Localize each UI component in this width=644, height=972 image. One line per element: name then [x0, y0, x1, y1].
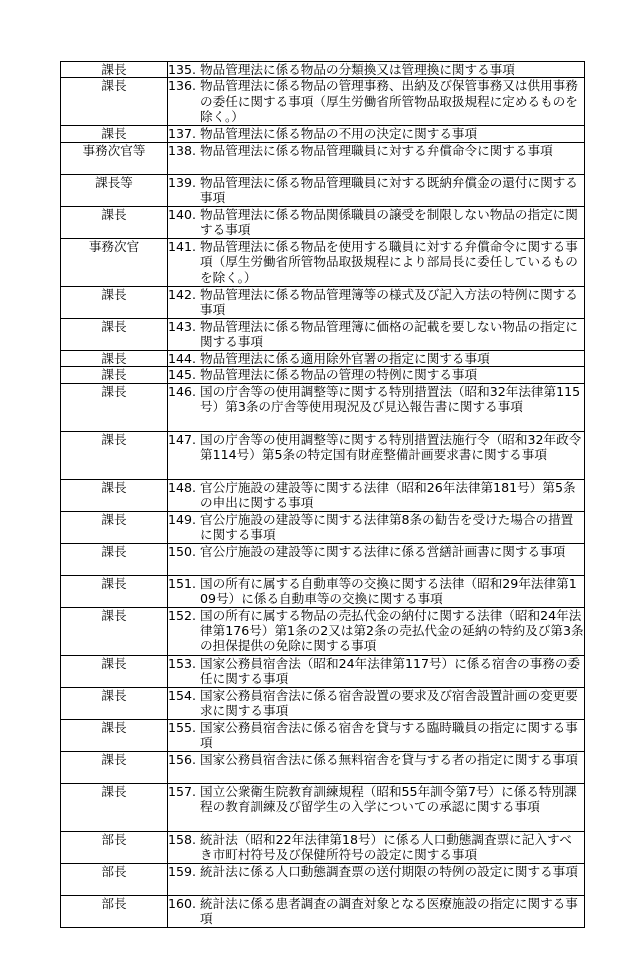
- item-number: 135.: [168, 62, 201, 77]
- item-entry: [168, 784, 584, 815]
- table-row: [61, 511, 585, 543]
- item-number: 153.: [168, 655, 201, 671]
- item-cell: [168, 895, 585, 927]
- approver-cell: 課長: [61, 126, 168, 142]
- item-number: 144.: [168, 350, 201, 366]
- item-text: 官公庁施設の建設等に関する法律（昭和26年法律第181号）第5条の申出に関する事項: [200, 479, 576, 511]
- item-number: 158.: [168, 831, 201, 847]
- table-row: [61, 142, 585, 174]
- item-cell: [168, 174, 585, 206]
- table-row: [61, 350, 585, 366]
- item-text: 国家公務員宿舎法に係る無料宿舎を貸与する者の指定に関する事項: [200, 751, 578, 767]
- approver-cell: 課長: [61, 687, 168, 719]
- approver-cell: 部長: [61, 831, 168, 863]
- item-entry: [168, 896, 584, 927]
- table-row: [61, 367, 585, 383]
- item-text: 物品管理法に係る物品の分類換又は管理換に関する事項: [200, 62, 515, 77]
- item-number: 155.: [168, 719, 201, 735]
- item-entry: [168, 239, 584, 285]
- table-row: [61, 575, 585, 607]
- item-entry: [168, 656, 584, 687]
- item-cell: [168, 863, 585, 895]
- item-text: 物品管理法に係る物品関係職員の譲受を制限しない物品の指定に関する事項: [200, 206, 578, 238]
- table-row: [61, 687, 585, 719]
- approver-cell: 課長: [61, 751, 168, 783]
- table-row: [61, 318, 585, 350]
- item-text: 国家公務員宿舎法（昭和24年法律第117号）に係る宿舎の事務の委任に関する事項: [200, 655, 581, 687]
- approver-cell: 課長: [61, 719, 168, 751]
- table-row: [61, 895, 585, 927]
- approver-cell: 課長: [61, 62, 168, 78]
- approver-cell: 課長: [61, 367, 168, 383]
- item-cell: [168, 318, 585, 350]
- item-entry: [168, 319, 584, 350]
- table-row: [61, 383, 585, 431]
- approver-cell: 課長: [61, 479, 168, 511]
- item-text: 統計法に係る人口動態調査票の送付期限の特例の設定に関する事項: [200, 863, 578, 879]
- item-cell: [168, 62, 585, 78]
- item-number: 143.: [168, 318, 201, 334]
- approver-cell: 課長: [61, 350, 168, 366]
- item-number: 149.: [168, 511, 201, 527]
- table-row: [61, 607, 585, 655]
- item-entry: [168, 143, 584, 158]
- item-entry: [168, 367, 584, 382]
- table-row: [61, 655, 585, 687]
- approver-cell: 課長: [61, 655, 168, 687]
- item-number: 138.: [168, 142, 201, 158]
- item-text: 官公庁施設の建設等に関する法律に係る営繕計画書に関する事項: [200, 543, 566, 559]
- table-row: [61, 126, 585, 142]
- table-row: [61, 831, 585, 863]
- approver-cell: 事務次官: [61, 238, 168, 286]
- delegation-table: [60, 61, 585, 928]
- item-text: 物品管理法に係る物品管理職員に対する弁償命令に関する事項: [200, 142, 553, 158]
- item-text: 統計法（昭和22年法律第18号）に係る人口動態調査票に記入すべき市町村符号及び保健所符号の設定に関する事項: [200, 831, 572, 863]
- item-entry: [168, 351, 584, 366]
- item-number: 152.: [168, 607, 201, 623]
- table-body: [61, 62, 585, 928]
- item-number: 142.: [168, 286, 201, 302]
- item-entry: [168, 864, 584, 879]
- item-entry: [168, 62, 584, 77]
- item-cell: [168, 831, 585, 863]
- table-row: [61, 783, 585, 831]
- table-row: [61, 78, 585, 126]
- approver-cell: 事務次官等: [61, 142, 168, 174]
- approver-cell: 課長: [61, 431, 168, 479]
- table-row: [61, 543, 585, 575]
- table-row: [61, 286, 585, 318]
- approver-cell: 課長: [61, 543, 168, 575]
- item-number: 150.: [168, 543, 201, 559]
- item-text: 物品管理法に係る物品の管理事務、出納及び保管事務又は供用事務の委任に関する事項（厚生労働省所管物品取扱規程に定めるものを除く。）: [200, 78, 578, 125]
- item-text: 物品管理法に係る物品の不用の決定に関する事項: [200, 126, 478, 142]
- table-row: [61, 62, 585, 78]
- item-cell: [168, 286, 585, 318]
- item-text: 統計法に係る患者調査の調査対象となる医療施設の指定に関する事項: [200, 895, 578, 927]
- item-text: 国の所有に属する物品の売払代金の納付に関する法律（昭和24年法律第176号）第1条の2又は第2条の売払代金の延納の特約及び第3条の担保提供の免除に関する事項: [200, 607, 584, 654]
- item-number: 151.: [168, 575, 201, 591]
- item-entry: [168, 576, 584, 607]
- item-text: 物品管理法に係る物品管理簿に価格の記載を要しない物品の指定に関する事項: [200, 318, 578, 350]
- item-cell: [168, 142, 585, 174]
- item-number: 139.: [168, 174, 201, 190]
- item-cell: [168, 655, 585, 687]
- item-text: 国家公務員宿舎法に係る宿舎を貸与する臨時職員の指定に関する事項: [200, 719, 578, 751]
- item-text: 物品管理法に係る物品管理簿等の様式及び記入方法の特例に関する事項: [200, 286, 578, 318]
- item-cell: [168, 511, 585, 543]
- item-cell: [168, 543, 585, 575]
- item-number: 156.: [168, 751, 201, 767]
- table-row: [61, 174, 585, 206]
- item-number: 137.: [168, 126, 201, 142]
- item-cell: [168, 206, 585, 238]
- item-entry: [168, 126, 584, 141]
- item-number: 136.: [168, 78, 201, 94]
- approver-cell: 課長: [61, 607, 168, 655]
- table-row: [61, 751, 585, 783]
- item-entry: [168, 78, 584, 124]
- item-number: 147.: [168, 431, 201, 447]
- item-cell: [168, 575, 585, 607]
- item-entry: [168, 384, 584, 415]
- item-text: 物品管理法に係る物品を使用する職員に対する弁償命令に関する事項（厚生労働省所管物品取扱規程により部局長に委任しているものを除く。）: [200, 238, 578, 285]
- item-entry: [168, 480, 584, 511]
- item-entry: [168, 432, 584, 463]
- approver-cell: 課長: [61, 206, 168, 238]
- item-text: 物品管理法に係る適用除外官署の指定に関する事項: [200, 350, 490, 366]
- item-entry: [168, 207, 584, 238]
- item-cell: [168, 751, 585, 783]
- item-text: 物品管理法に係る物品管理職員に対する既納弁償金の還付に関する事項: [200, 174, 578, 206]
- item-cell: [168, 78, 585, 126]
- item-number: 154.: [168, 687, 201, 703]
- item-cell: [168, 783, 585, 831]
- item-text: 国の所有に属する自動車等の交換に関する法律（昭和29年法律第109号）に係る自動車等の交換に関する事項: [200, 575, 577, 607]
- item-cell: [168, 687, 585, 719]
- item-cell: [168, 350, 585, 366]
- approver-cell: 課長: [61, 575, 168, 607]
- item-text: 物品管理法に係る物品の管理の特例に関する事項: [200, 367, 478, 383]
- item-text: 官公庁施設の建設等に関する法律第8条の勧告を受けた場合の措置に関する事項: [200, 511, 574, 543]
- approver-cell: 課長等: [61, 174, 168, 206]
- approver-cell: 課長: [61, 78, 168, 126]
- approver-cell: 課長: [61, 783, 168, 831]
- item-cell: [168, 431, 585, 479]
- approver-cell: 課長: [61, 286, 168, 318]
- item-text: 国家公務員宿舎法に係る宿舎設置の要求及び宿舎設置計画の変更要求に関する事項: [200, 687, 578, 719]
- item-cell: [168, 607, 585, 655]
- item-number: 160.: [168, 895, 201, 911]
- item-entry: [168, 832, 584, 863]
- item-cell: [168, 479, 585, 511]
- table-row: [61, 863, 585, 895]
- item-cell: [168, 238, 585, 286]
- item-entry: [168, 175, 584, 206]
- item-text: 国立公衆衛生院教育訓練規程（昭和55年訓令第7号）に係る特別課程の教育訓練及び留学生の入学についての承認に関する事項: [200, 783, 577, 815]
- item-text: 国の庁舎等の使用調整等に関する特別措置法施行令（昭和32年政令第114号）第5条の特定国有財産整備計画要求書に関する事項: [200, 431, 582, 463]
- item-cell: [168, 719, 585, 751]
- item-entry: [168, 752, 584, 767]
- item-number: 159.: [168, 863, 201, 879]
- item-number: 157.: [168, 783, 201, 799]
- item-entry: [168, 512, 584, 543]
- item-entry: [168, 608, 584, 654]
- approver-cell: 部長: [61, 895, 168, 927]
- item-entry: [168, 720, 584, 751]
- item-number: 141.: [168, 238, 201, 254]
- item-number: 148.: [168, 479, 201, 495]
- table-row: [61, 238, 585, 286]
- approver-cell: 課長: [61, 511, 168, 543]
- item-entry: [168, 287, 584, 318]
- table-row: [61, 719, 585, 751]
- item-cell: [168, 383, 585, 431]
- item-number: 140.: [168, 206, 201, 222]
- item-number: 146.: [168, 383, 201, 399]
- item-entry: [168, 544, 584, 559]
- item-entry: [168, 688, 584, 719]
- item-text: 国の庁舎等の使用調整等に関する特別措置法（昭和32年法律第115号）第3条の庁舎等使用現況及び見込報告書に関する事項: [200, 383, 581, 415]
- item-cell: [168, 126, 585, 142]
- table-row: [61, 479, 585, 511]
- table-row: [61, 206, 585, 238]
- item-cell: [168, 367, 585, 383]
- approver-cell: 部長: [61, 863, 168, 895]
- approver-cell: 課長: [61, 318, 168, 350]
- item-number: 145.: [168, 367, 201, 383]
- table-row: [61, 431, 585, 479]
- approver-cell: 課長: [61, 383, 168, 431]
